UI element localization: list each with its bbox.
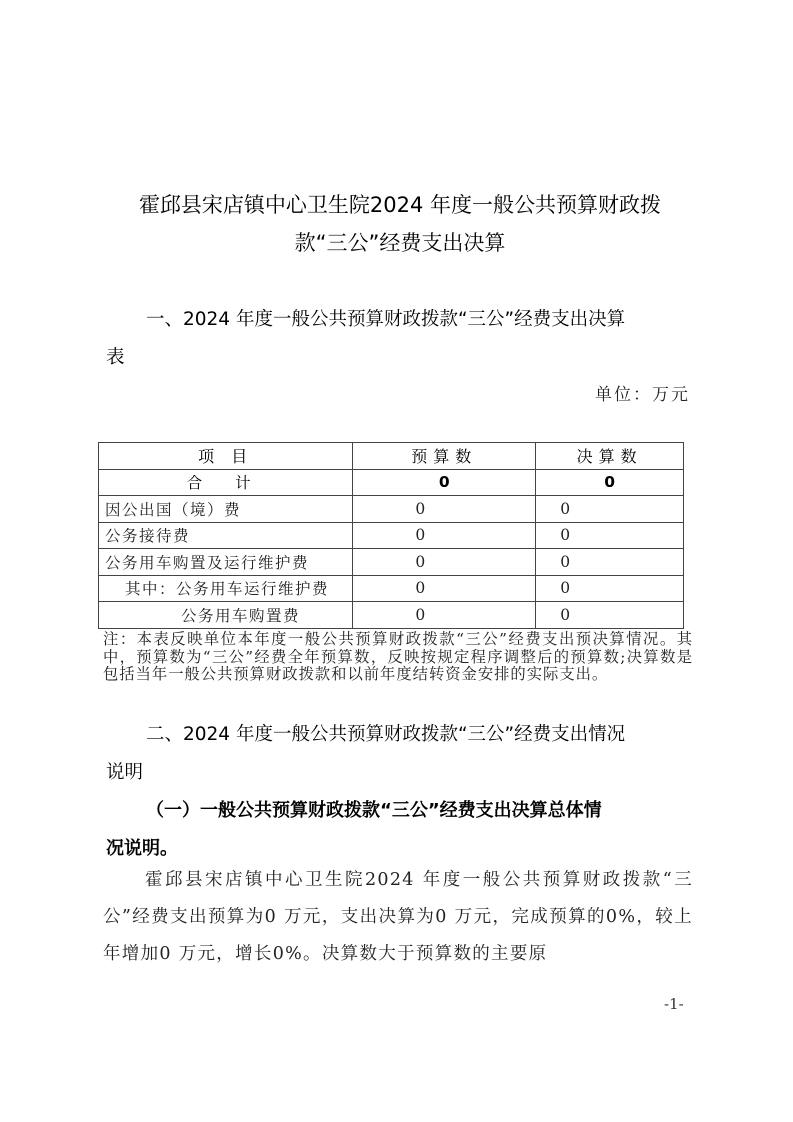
subsection1-heading-line1: （一）一般公共预算财政拨款“三公”经费支出决算总体情 xyxy=(146,800,602,821)
row-label: 因公出国（境）费 xyxy=(99,496,353,523)
row-final: 0 xyxy=(536,575,684,602)
total-final: 0 xyxy=(536,469,684,496)
table-row xyxy=(99,575,684,602)
table-row xyxy=(99,549,684,576)
paragraph-1-text: 霍邱县宋店镇中心卫生院2024 年度一般公共预算财政拨款“三公”经费支出预算为0 万元，支出决算为0 万元，完成预算的0%，较上年增加0 万元，增长0%。决算数大于预算数的主要原 xyxy=(103,870,693,964)
table-header-row xyxy=(99,443,684,470)
document-title xyxy=(100,186,700,262)
unit-label: 单位：万元 xyxy=(595,385,690,405)
table-total-row xyxy=(99,469,684,496)
three-public-expenses-table xyxy=(98,442,684,629)
total-budget: 0 xyxy=(353,469,536,496)
section1-heading-line2: 表 xyxy=(106,347,125,368)
row-budget: 0 xyxy=(353,496,536,523)
document-title-line1: 霍邱县宋店镇中心卫生院2024 年度一般公共预算财政拨 xyxy=(138,193,662,217)
row-label: 公务接待费 xyxy=(99,522,353,549)
row-budget: 0 xyxy=(353,602,536,629)
row-label: 公务用车购置及运行维护费 xyxy=(99,549,353,576)
row-label: 其中：公务用车运行维护费 xyxy=(99,575,353,602)
table-row xyxy=(99,602,684,629)
table-row xyxy=(99,522,684,549)
total-label: 合 计 xyxy=(99,469,353,496)
row-budget: 0 xyxy=(353,575,536,602)
header-budget: 预算数 xyxy=(353,443,536,470)
page-number: -1- xyxy=(664,995,684,1013)
section1-heading-line1: 一、2024 年度一般公共预算财政拨款“三公”经费支出决算 xyxy=(146,309,626,330)
document-title-line2: 款“三公”经费支出决算 xyxy=(294,231,506,255)
section2-heading-line1: 二、2024 年度一般公共预算财政拨款“三公”经费支出情况 xyxy=(146,724,626,745)
section2-heading-line2: 说明 xyxy=(106,762,144,783)
subsection1-heading-line2: 况说明。 xyxy=(106,838,178,859)
row-final: 0 xyxy=(536,602,684,629)
row-budget: 0 xyxy=(353,522,536,549)
row-final: 0 xyxy=(536,496,684,523)
row-final: 0 xyxy=(536,522,684,549)
table-note: 注：本表反映单位本年度一般公共预算财政拨款“三公”经费支出预决算情况。其中，预算数为“三公”经费全年预算数，反映按规定程序调整后的预算数;决算数是包括当年一般公共预算财政拨款和以前年度结转资金安排的实际支出。 xyxy=(103,630,693,683)
row-final: 0 xyxy=(536,549,684,576)
row-budget: 0 xyxy=(353,549,536,576)
header-final: 决算数 xyxy=(536,443,684,470)
row-label: 公务用车购置费 xyxy=(99,602,353,629)
paragraph-1 xyxy=(103,862,693,973)
table-row xyxy=(99,496,684,523)
header-item: 项 目 xyxy=(99,443,353,470)
